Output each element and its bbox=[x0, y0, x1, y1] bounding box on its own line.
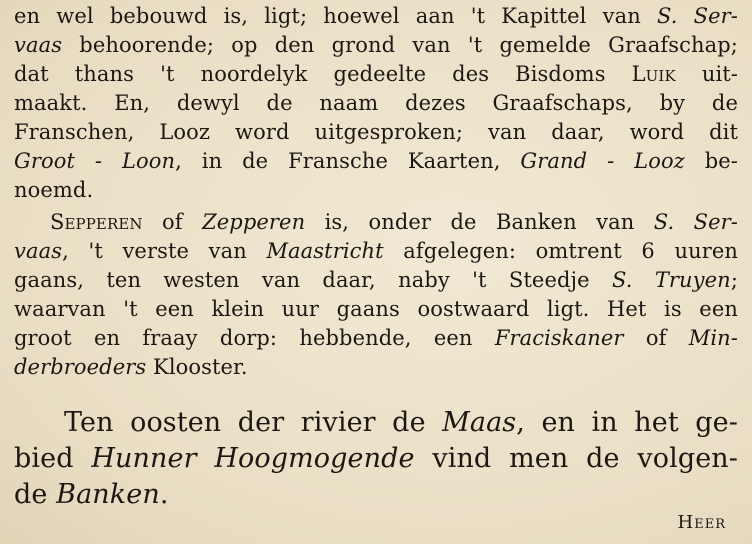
small-caps-run: Luik bbox=[631, 62, 676, 86]
text-line: derbroeders Klooster. bbox=[14, 355, 248, 379]
text-line: waarvan 't een klein uur gaans oostwaard ligt. Het is een bbox=[14, 297, 738, 321]
text-line: de Banken. bbox=[14, 479, 169, 510]
text-line: Franschen, Looz word uitgesproken; van daar, word dit bbox=[14, 120, 738, 144]
italic-run: S. Ser- bbox=[653, 210, 739, 234]
text-line: en wel bebouwd is, ligt; hoewel aan 't Kapittel van S. Ser- bbox=[14, 4, 738, 28]
italic-run: S. Truyen bbox=[611, 268, 731, 292]
text-line: gaans, ten westen van daar, naby 't Steedje S. Truyen; bbox=[14, 268, 738, 292]
text-line: groot en fraay dorp: hebbende, een Fraciskaner of Min- bbox=[14, 326, 738, 350]
paragraph-sepperen bbox=[14, 208, 738, 382]
text-line: vaas, 't verste van Maastricht afgelegen: omtrent 6 uuren bbox=[14, 239, 738, 263]
italic-run: S. Ser- bbox=[656, 4, 738, 28]
paragraph-graafschap-looz bbox=[14, 2, 738, 205]
italic-run: vaas bbox=[14, 33, 63, 57]
italic-run: vaas bbox=[14, 239, 63, 263]
catchword: Heer bbox=[677, 512, 726, 533]
text-line: maakt. En, dewyl de naam dezes Graafschaps, by de bbox=[14, 91, 738, 115]
italic-run: Fraciskaner bbox=[494, 326, 624, 350]
italic-run: Min- bbox=[688, 326, 738, 350]
text-line: Groot - Loon, in de Fransche Kaarten, Grand - Looz be- bbox=[14, 149, 739, 173]
text-line: Sepperen of Zepperen is, onder de Banken van S. Ser- bbox=[50, 210, 739, 234]
text-line: Ten oosten der rivier de Maas, en in het ge- bbox=[64, 407, 738, 438]
text-line: noemd. bbox=[14, 178, 94, 202]
italic-run: Maastricht bbox=[266, 239, 384, 263]
italic-run: Zepperen bbox=[202, 210, 306, 234]
italic-run: Banken bbox=[56, 479, 160, 510]
italic-run: Grand - Looz bbox=[520, 149, 685, 173]
small-caps-run: Sepperen bbox=[50, 210, 143, 234]
text-line: bied Hunner Hoogmogende vind men de volgen- bbox=[14, 443, 739, 474]
italic-run: Groot - Loon bbox=[14, 149, 176, 173]
italic-run: derbroeders bbox=[14, 355, 147, 379]
text-line: vaas behoorende; op den grond van 't gemelde Graafschap; bbox=[14, 33, 738, 57]
italic-run: Maas bbox=[442, 407, 517, 438]
text-line: dat thans 't noordelyk gedeelte des Bisdoms Luik uit- bbox=[14, 62, 738, 86]
section-heading-banken bbox=[14, 405, 738, 513]
italic-run: Hunner Hoogmogende bbox=[91, 443, 415, 474]
